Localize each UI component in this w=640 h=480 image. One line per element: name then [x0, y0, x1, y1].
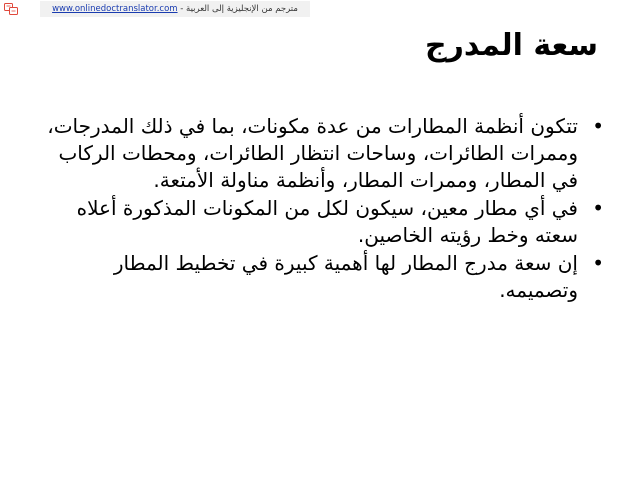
- bullet-text: في أي مطار معين، سيكون لكل من المكونات المذكورة أعلاه سعته وخط رؤيته الخاصين.: [76, 196, 578, 247]
- translator-banner: [0, 0, 320, 20]
- bullet-item: [34, 250, 604, 304]
- translator-credit-box: [40, 1, 310, 17]
- bullet-text: إن سعة مدرج المطار لها أهمية كبيرة في تخطيط المطار وتصميمه.: [113, 251, 578, 302]
- bullet-marker: •: [592, 196, 604, 220]
- bullet-item: [34, 113, 604, 194]
- bullet-text: تتكون أنظمة المطارات من عدة مكونات، بما في ذلك المدرجات، وممرات الطائرات، وساحات انتظار الطائرات، ومحطات الركاب في المطار، وممرات المطار، وأنظمة مناولة الأمتعة.: [47, 114, 578, 192]
- bullet-marker: •: [592, 251, 604, 275]
- translator-separator: -: [177, 4, 187, 14]
- slide-title: سعة المدرج: [425, 28, 598, 63]
- bullet-item: [34, 195, 604, 249]
- translator-label: مترجم من الإنجليزية إلى العربية: [186, 4, 298, 14]
- translate-logo-icon: [4, 3, 18, 15]
- bullet-marker: •: [592, 114, 604, 138]
- bullet-list: [34, 113, 604, 305]
- translator-link[interactable]: www.onlinedoctranslator.com: [52, 4, 178, 14]
